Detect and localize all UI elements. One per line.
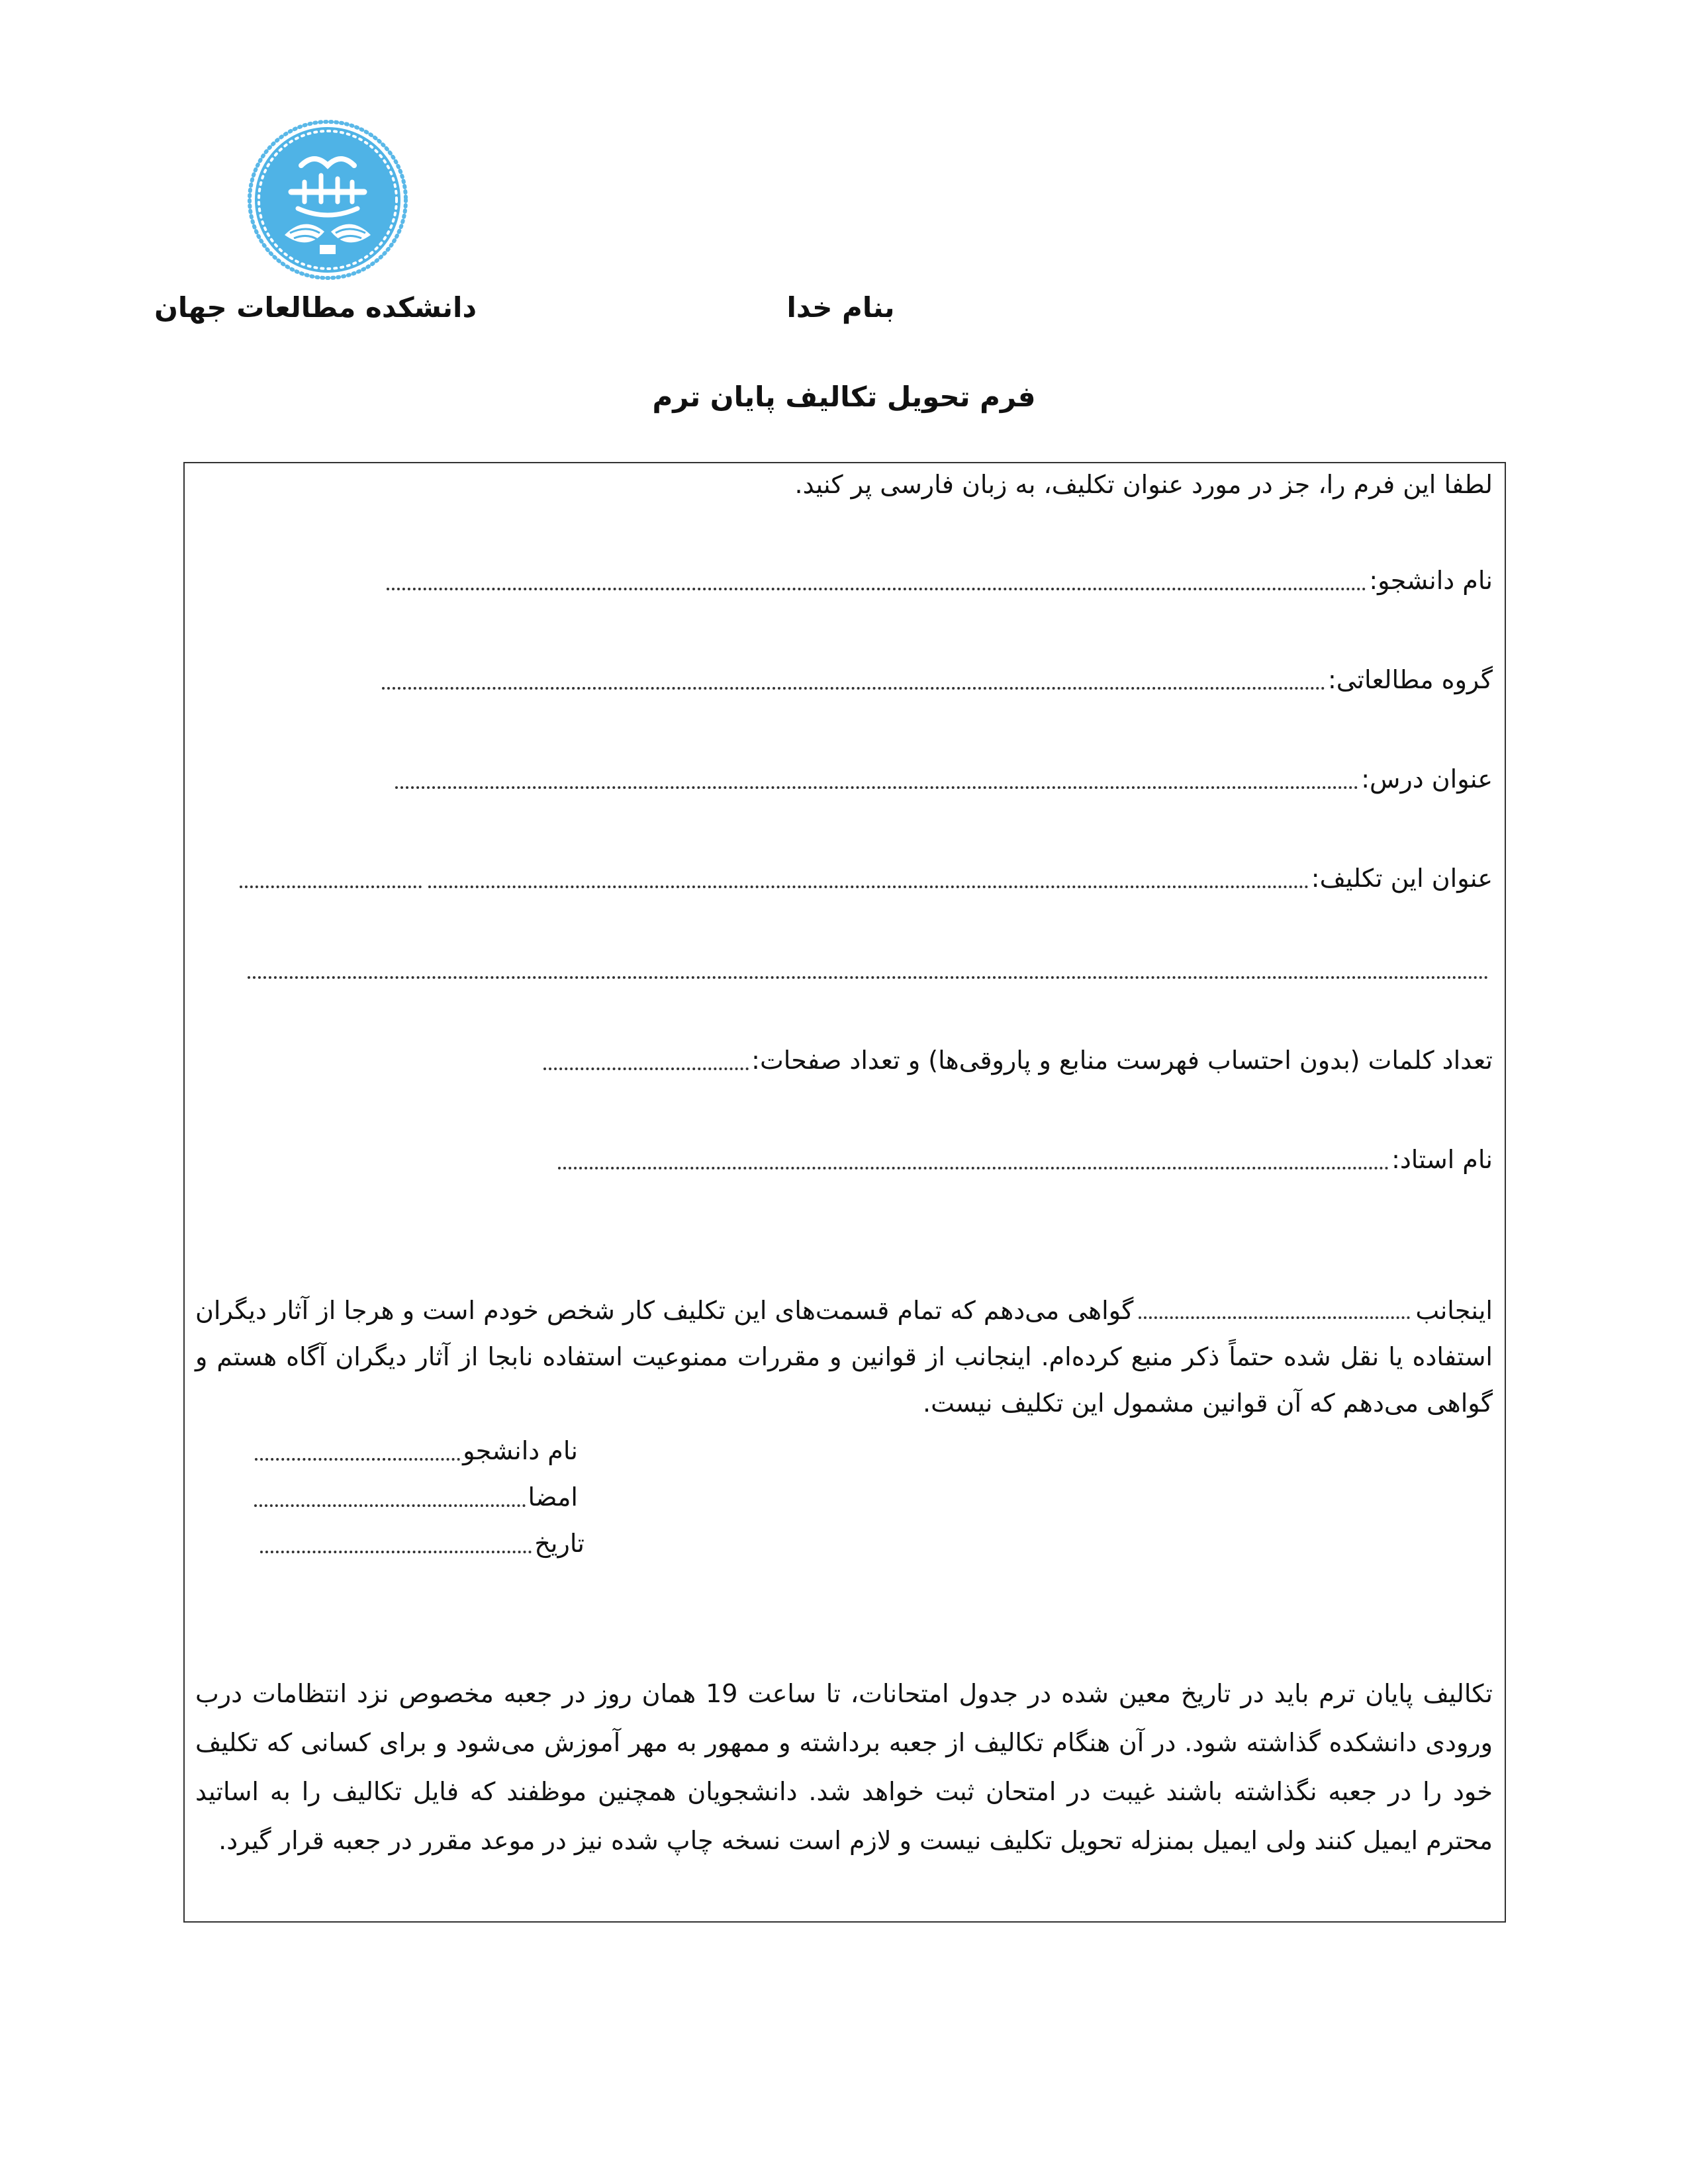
signature-student-label: نام دانشجو — [463, 1436, 578, 1465]
student-name-field — [387, 566, 1493, 595]
assignment-title-input[interactable] — [428, 886, 1309, 888]
study-group-input[interactable] — [382, 687, 1325, 690]
study-group-field — [382, 665, 1493, 694]
university-logo — [238, 119, 417, 281]
student-name-input[interactable] — [387, 588, 1366, 590]
date-label: تاریخ — [534, 1529, 585, 1558]
assignment-title-input-extra[interactable] — [240, 886, 422, 888]
student-name-label: نام دانشجو: — [1369, 566, 1493, 595]
date-input[interactable] — [260, 1551, 532, 1553]
form-container — [183, 462, 1506, 1923]
declaration-paragraph — [195, 1287, 1493, 1426]
signature-input[interactable] — [254, 1504, 526, 1507]
declaration-text: گواهی می‌دهم که تمام قسمت‌های این تکلیف کار شخص خودم است و هرجا از آثار دیگران استفاده یا نقل شده حتماً ذکر منبع کرده‌ام. اینجانب از قوانین و مقررات ممنوعیت استفاده نابجا از آثار دیگران آگاه هستم و گواهی می‌دهم که آن قوانین مشمول این تکلیف نیست. — [195, 1296, 1493, 1418]
course-title-field — [395, 764, 1493, 794]
signature-label: امضا — [528, 1482, 578, 1512]
course-title-input[interactable] — [395, 786, 1358, 789]
assignment-title-field — [240, 864, 1493, 893]
word-count-label: تعداد کلمات (بدون احتساب فهرست منابع و پاروقی‌ها) و تعداد صفحات: — [751, 1046, 1493, 1075]
date-field — [260, 1529, 585, 1558]
course-title-label: عنوان درس: — [1361, 764, 1493, 794]
form-title: فرم تحویل تکالیف پایان ترم — [652, 381, 1036, 413]
signature-student-input[interactable] — [255, 1458, 460, 1461]
form-instructions: لطفا این فرم را، جز در مورد عنوان تکلیف، به زبان فارسی پر کنید. — [794, 470, 1493, 499]
instructor-name-field — [558, 1145, 1493, 1174]
word-count-input[interactable] — [543, 1068, 749, 1070]
assignment-title-label: عنوان این تکلیف: — [1311, 864, 1493, 893]
instructor-name-input[interactable] — [558, 1167, 1389, 1169]
signature-student-field — [255, 1436, 578, 1465]
declaration-prefix: اینجانب — [1415, 1296, 1493, 1325]
faculty-name: دانشکده مطالعات جهان — [154, 291, 477, 324]
bismillah-heading: بنام خدا — [786, 291, 895, 324]
submission-notice: تکالیف پایان ترم باید در تاریخ معین شده در جدول امتحانات، تا ساعت 19 همان روز در جعبه مخصوص نزد انتظامات درب ورودی دانشکده گذاشته شود. در آن هنگام تکالیف از جعبه برداشته و ممهور به مهر آموزش می‌شود و برای کسانی که تکلیف خود را در جعبه نگذاشته باشند غیبت در امتحان ثبت خواهد شد. دانشجویان همچنین موظفند که فایل تکالیف را به اساتید محترم ایمیل کنند ولی ایمیل بمنزله تحویل تکلیف نیست و لازم است نسخه چاپ شده نیز در موعد مقرر در جعبه قرار گیرد. — [195, 1679, 1493, 1855]
word-count-field — [543, 1046, 1493, 1075]
assignment-title-input-continuation[interactable] — [248, 976, 1489, 979]
declarant-name-input[interactable] — [1139, 1316, 1410, 1319]
instructor-name-label: نام استاد: — [1391, 1145, 1493, 1174]
study-group-label: گروه مطالعاتی: — [1327, 665, 1493, 694]
signature-field — [254, 1482, 578, 1512]
